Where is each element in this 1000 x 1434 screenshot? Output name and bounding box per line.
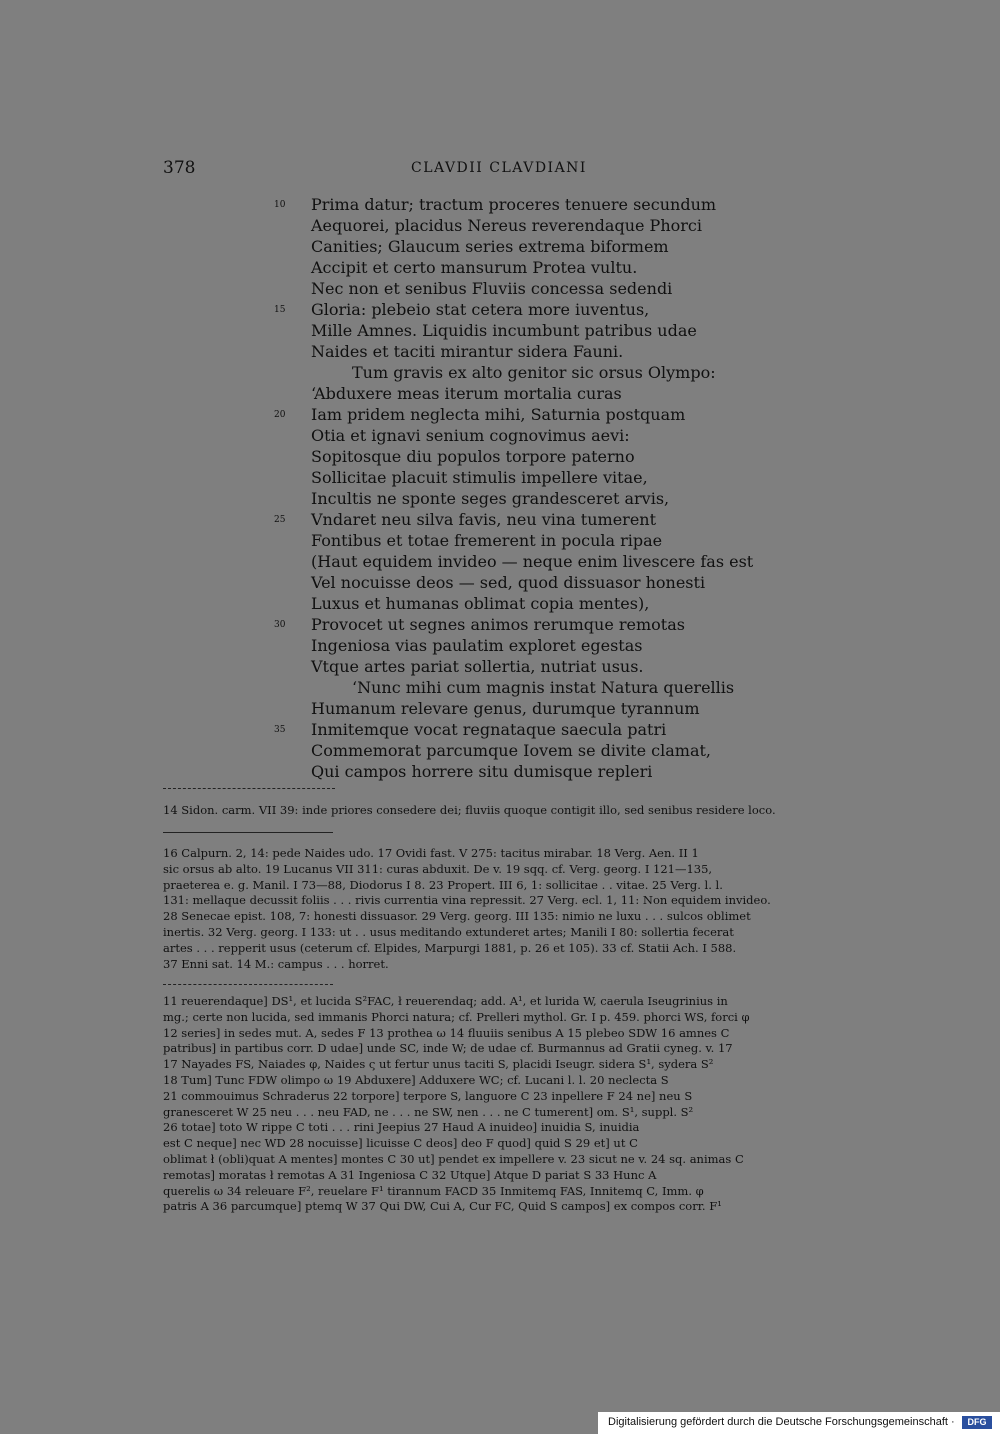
footnote-line: patribus] in partibus corr. D udae] unde SC, inde W; de udae cf. Burmannus ad Gratii cyneg. v. 17 <box>163 1041 733 1056</box>
verse-line <box>274 719 774 740</box>
critical-apparatus <box>163 994 837 1215</box>
footnote-line: praeterea e. g. Manil. I 73—88, Diodorus I 8. 23 Propert. III 6, 1: sollicitae . . vitae. 25 Verg. l. l. <box>163 877 723 892</box>
verse-text: Sopitosque diu populos torpore paterno <box>311 447 635 466</box>
verse-text: Fontibus et totae fremerent in pocula ripae <box>311 531 663 550</box>
verse-line <box>274 362 774 383</box>
footnote-line: granesceret W 25 neu . . . neu FAD, ne . . . ne SW, nen . . . ne C tumerent] om. S¹, suppl. S² <box>163 1104 694 1119</box>
dfg-banner[interactable] <box>598 1412 1000 1434</box>
verse-line <box>274 383 774 404</box>
verse-line <box>274 677 774 698</box>
verse-line <box>274 488 774 509</box>
verse-text: Otia et ignavi senium cognovimus aevi: <box>311 426 630 445</box>
page-header <box>163 158 835 182</box>
footnote-line: 131: mellaque decussit foliis . . . rivis currentia vina repressit. 27 Verg. ecl. 1, 11: Non equidem invideo. <box>163 893 771 908</box>
verse-text: Commemorat parcumque Iovem se divite clamat, <box>311 741 711 760</box>
verse-line <box>274 698 774 719</box>
line-number: 30 <box>274 620 286 630</box>
verse-line <box>274 509 774 530</box>
verse-line <box>274 614 774 635</box>
line-number: 35 <box>274 725 286 735</box>
verse-text: Gloria: plebeio stat cetera more iuventus, <box>311 300 650 319</box>
verse-text: Incultis ne sponte seges grandesceret arvis, <box>311 489 670 508</box>
verse-line <box>274 740 774 761</box>
text-separator <box>163 788 335 789</box>
verse-text: Prima datur; tractum proceres tenuere secundum <box>311 195 717 214</box>
line-number: 15 <box>274 305 286 315</box>
dfg-logo: DFG <box>962 1416 992 1429</box>
verse-line <box>274 320 774 341</box>
verse-text: Ingeniosa vias paulatim exploret egestas <box>311 636 643 655</box>
line-number: 25 <box>274 515 286 525</box>
footnote-line: querelis ω 34 releuare F², reuelare F¹ tirannum FACD 35 Inmitemq FAS, Innitemq C, Imm. φ <box>163 1183 704 1198</box>
footnote-line: sic orsus ab alto. 19 Lucanus VII 311: curas abduxit. De v. 19 sqq. cf. Verg. georg. I 121—135, <box>163 861 713 876</box>
verse-text: Vel nocuisse deos — sed, quod dissuasor honesti <box>311 573 706 592</box>
verse-text: Nec non et senibus Fluviis concessa sedendi <box>311 279 673 298</box>
footnote-line: 18 Tum] Tunc FDW olimpo ω 19 Abduxere] Adduxere WC; cf. Lucani l. l. 20 neclecta S <box>163 1072 669 1087</box>
page-number: 378 <box>163 158 196 178</box>
verse-text: Vndaret neu silva favis, neu vina tumerent <box>311 510 657 529</box>
line-number: 10 <box>274 200 286 210</box>
running-title: CLAVDII CLAVDIANI <box>411 160 587 176</box>
footnote-line: 14 Sidon. carm. VII 39: inde priores consedere dei; fluviis quoque contigit illo, sed senibus residere loco. <box>163 803 776 817</box>
verse-line <box>274 593 774 614</box>
verse-line <box>274 278 774 299</box>
line-number: 20 <box>274 410 286 420</box>
verse-text: Qui campos horrere situ dumisque repleri <box>311 762 653 781</box>
verse-text: Sollicitae placuit stimulis impellere vitae, <box>311 468 648 487</box>
verse-line <box>274 194 774 215</box>
verse-text: Vtque artes pariat sollertia, nutriat usus. <box>311 657 644 676</box>
verse-line <box>274 572 774 593</box>
footnote-line: 16 Calpurn. 2, 14: pede Naides udo. 17 Ovidi fast. V 275: tacitus mirabar. 18 Verg. Aen. II 1 <box>163 846 699 860</box>
verse-text: ‘Nunc mihi cum magnis instat Natura querellis <box>352 678 735 697</box>
footnote-line: 28 Senecae epist. 108, 7: honesti dissuasor. 29 Verg. georg. III 135: nimio ne luxu . . . sulcos oblimet <box>163 909 751 924</box>
verse-line <box>274 656 774 677</box>
verse-text: Inmitemque vocat regnataque saecula patri <box>311 720 667 739</box>
verse-line <box>274 257 774 278</box>
footnote-line: oblimat ł (obli)quat A mentes] montes C 30 ut] pendet ex impellere v. 23 sicut ne v. 24 sq. animas C <box>163 1151 744 1166</box>
footnote-line: 11 reuerendaque] DS¹, et lucida S²FAC, ł reuerendaq; add. A¹, et lurida W, caerula Iseugrinius in <box>163 994 728 1008</box>
verse-line <box>274 761 774 782</box>
footnote-line: 37 Enni sat. 14 M.: campus . . . horret. <box>163 956 389 971</box>
footnote-line: inertis. 32 Verg. georg. I 133: ut . . usus meditando extunderet artes; Manili I 80: sollertia fecerat <box>163 924 734 939</box>
verse-text: Aequorei, placidus Nereus reverendaque Phorci <box>311 216 702 235</box>
footnote-sidonius <box>163 803 837 819</box>
verse-text: Iam pridem neglecta mihi, Saturnia postquam <box>311 405 686 424</box>
verse-line <box>274 425 774 446</box>
apparatus-rule <box>163 984 333 985</box>
verse-text: Provocet ut segnes animos rerumque remotas <box>311 615 685 634</box>
verse-line <box>274 446 774 467</box>
footnote-line: 26 totae] toto W rippe C toti . . . rini Jeepius 27 Haud A inuideo] inuidia S, inuidia <box>163 1120 640 1135</box>
footnote-rule <box>163 832 333 833</box>
verse-line <box>274 341 774 362</box>
footnote-line: patris A 36 parcumque] ptemq W 37 Qui DW, Cui A, Cur FC, Quid S campos] ex compos corr. F¹ <box>163 1199 722 1214</box>
footnote-sources <box>163 846 837 972</box>
verse-text: Canities; Glaucum series extrema biformem <box>311 237 669 256</box>
footnote-line: remotas] moratas ł remotas A 31 Ingeniosa C 32 Utque] Atque D pariat S 33 Hunc A <box>163 1167 657 1182</box>
footnote-line: 21 commouimus Schraderus 22 torpore] terpore S, languore C 23 inpellere F 24 ne] neu S <box>163 1088 693 1103</box>
verse-text: Luxus et humanas oblimat copia mentes), <box>311 594 650 613</box>
verse-line <box>274 236 774 257</box>
verse-text: ‘Abduxere meas iterum mortalia curas <box>311 384 622 403</box>
verse-line <box>274 215 774 236</box>
verse-text: (Haut equidem invideo — neque enim livescere fas est <box>311 552 754 571</box>
verse-line <box>274 404 774 425</box>
footnote-line: est C neque] nec WD 28 nocuisse] licuisse C deos] deo F quod] quid S 29 et] ut C <box>163 1136 638 1151</box>
verse-text: Tum gravis ex alto genitor sic orsus Olympo: <box>352 363 716 382</box>
footnote-line: 12 series] in sedes mut. A, sedes F 13 prothea ω 14 fluuiis senibus A 15 plebeo SDW 16 amnes C <box>163 1025 730 1040</box>
dfg-banner-text: Digitalisierung gefördert durch die Deutsche Forschungsgemeinschaft · <box>608 1416 955 1428</box>
verse-line <box>274 299 774 320</box>
verse-text: Accipit et certo mansurum Protea vultu. <box>311 258 638 277</box>
verse-line <box>274 635 774 656</box>
verse-line <box>274 530 774 551</box>
footnote-line: mg.; certe non lucida, sed immanis Phorci natura; cf. Prelleri mythol. Gr. I p. 459. phorci WS, forci φ <box>163 1009 750 1024</box>
verse-line <box>274 551 774 572</box>
verse-text: Mille Amnes. Liquidis incumbunt patribus udae <box>311 321 697 340</box>
footnote-line: artes . . . repperit usus (ceterum cf. Elpides, Marpurgi 1881, p. 26 et 105). 33 cf. Statii Ach. I 588. <box>163 940 737 955</box>
verse-text: Humanum relevare genus, durumque tyrannum <box>311 699 700 718</box>
poem-text <box>274 194 774 782</box>
footnote-line: 17 Nayades FS, Naiades φ, Naides ς ut fertur unus taciti S, placidi Iseugr. sidera S¹, sydera S² <box>163 1057 714 1072</box>
verse-line <box>274 467 774 488</box>
verse-text: Naides et taciti mirantur sidera Fauni. <box>311 342 624 361</box>
